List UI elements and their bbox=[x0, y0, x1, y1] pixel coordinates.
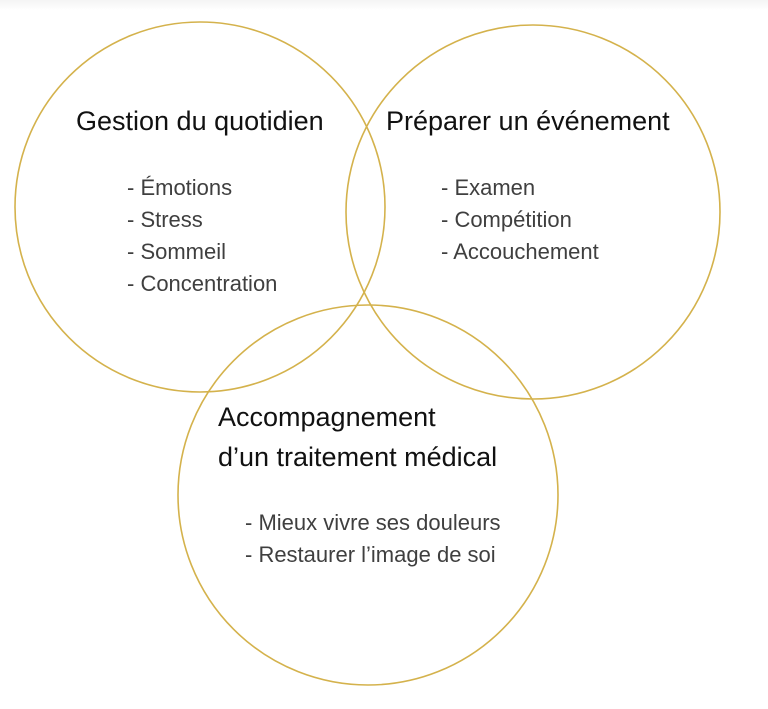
list-item: - Concentration bbox=[127, 271, 278, 296]
circle-title-medical-support-line-1: Accompagnement bbox=[218, 402, 436, 432]
list-item: - Sommeil bbox=[127, 239, 227, 264]
circle-medical-support bbox=[178, 305, 558, 685]
list-item: - Mieux vivre ses douleurs bbox=[245, 510, 501, 535]
circle-title-event-preparation: Préparer un événement bbox=[386, 106, 670, 136]
list-item: - Émotions bbox=[127, 175, 233, 200]
list-item: - Examen bbox=[441, 175, 536, 200]
list-item: - Restaurer l’image de soi bbox=[245, 542, 496, 567]
circle-title-daily-management: Gestion du quotidien bbox=[76, 106, 324, 136]
circle-title-medical-support-line-2: d’un traitement médical bbox=[218, 442, 498, 472]
list-item: - Stress bbox=[127, 207, 203, 232]
list-item: - Accouchement bbox=[441, 239, 599, 264]
list-item: - Compétition bbox=[441, 207, 572, 232]
